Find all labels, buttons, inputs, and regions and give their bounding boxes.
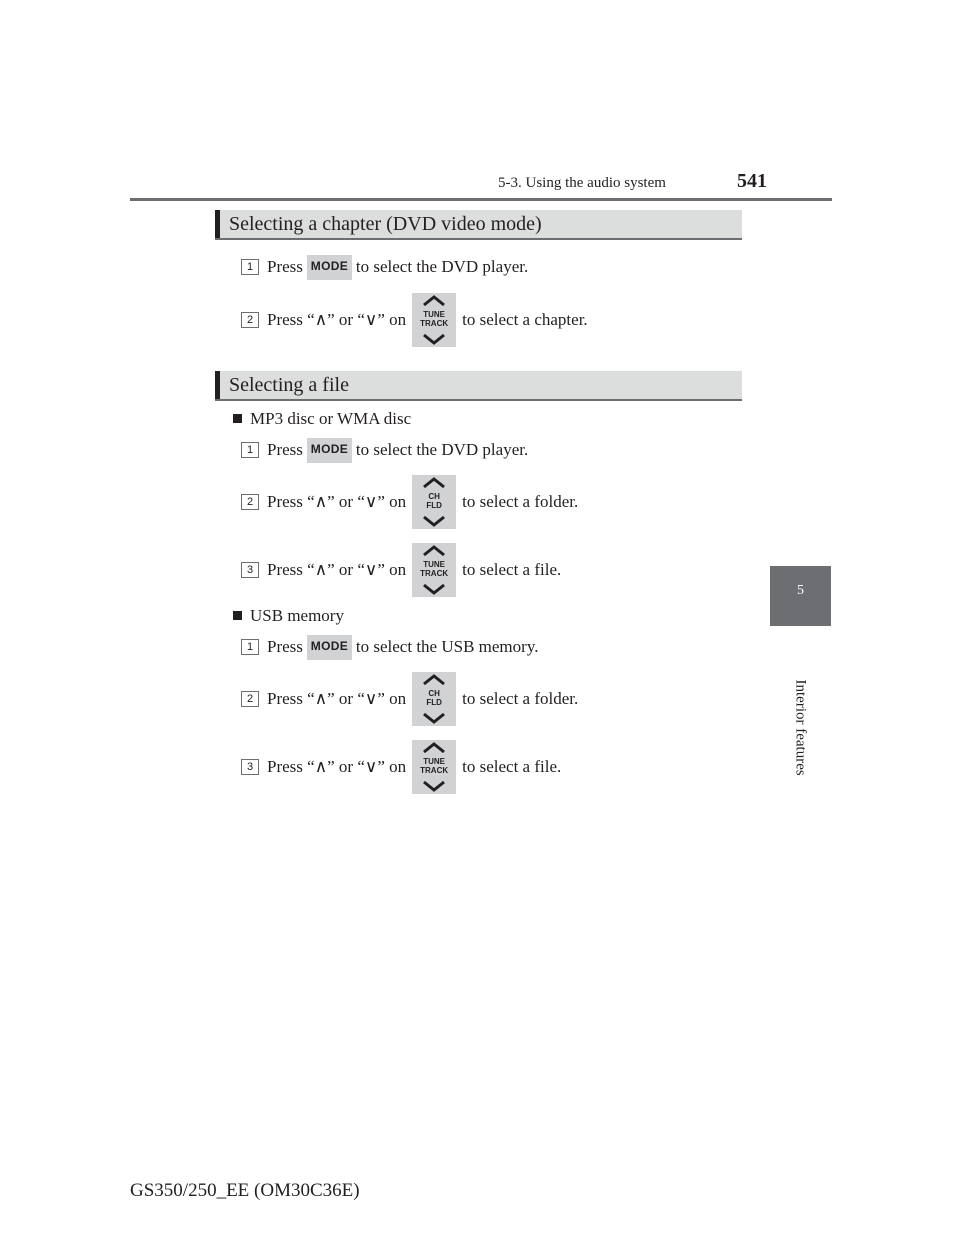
section-header-bar [215, 210, 220, 238]
step-text-pre: Press [267, 637, 303, 656]
step-number: 3 [241, 562, 259, 578]
step-number: 1 [241, 259, 259, 275]
step-text-pre: Press “∧” or “∨” on [267, 310, 407, 329]
step-text-pre: Press “∧” or “∨” on [267, 560, 407, 579]
step-item [241, 632, 538, 662]
mode-button-label: MODE [310, 258, 348, 273]
step-item [241, 739, 561, 795]
section-header-file [215, 371, 742, 401]
step-number: 2 [241, 691, 259, 707]
step-number: 2 [241, 494, 259, 510]
square-bullet-icon [233, 414, 242, 423]
fld-label: FLD [426, 501, 442, 510]
mode-button-label: MODE [310, 441, 348, 456]
step-number: 1 [241, 442, 259, 458]
page-number: 541 [737, 170, 767, 192]
step-number: 3 [241, 759, 259, 775]
ch-fld-button-icon [412, 672, 456, 726]
step-item [241, 292, 588, 348]
step-item [241, 435, 528, 465]
group-heading [233, 606, 344, 626]
mode-button-icon [307, 438, 352, 463]
step-number: 1 [241, 639, 259, 655]
square-bullet-icon [233, 611, 242, 620]
track-label: TRACK [420, 766, 449, 775]
tune-label: TUNE [423, 310, 446, 319]
group-heading-text: MP3 disc or WMA disc [250, 409, 412, 428]
tune-track-button-icon [412, 293, 456, 347]
step-item [241, 252, 528, 282]
running-header-section: 5-3. Using the audio system [498, 175, 666, 191]
tune-label: TUNE [423, 757, 446, 766]
section-header-bar [215, 371, 220, 399]
group-heading [233, 409, 411, 429]
step-text-pre: Press “∧” or “∨” on [267, 757, 407, 776]
track-label: TRACK [420, 569, 449, 578]
chapter-number: 5 [797, 583, 804, 598]
step-text-pre: Press [267, 440, 303, 459]
fld-label: FLD [426, 698, 442, 707]
section-title: Selecting a file [229, 374, 349, 396]
step-text-pre: Press “∧” or “∨” on [267, 689, 407, 708]
step-number: 2 [241, 312, 259, 328]
step-item [241, 474, 578, 530]
tune-track-button-icon [412, 543, 456, 597]
ch-fld-button-icon [412, 475, 456, 529]
step-text-post: to select a file. [462, 757, 562, 776]
ch-label: CH [428, 492, 440, 501]
header-rule [130, 198, 832, 201]
mode-button-icon [307, 635, 352, 660]
model-code-footer: GS350/250_EE (OM30C36E) [130, 1180, 360, 1201]
track-label: TRACK [420, 319, 449, 328]
step-text-post: to select a folder. [462, 492, 579, 511]
chapter-title: Interior features [792, 679, 809, 776]
ch-label: CH [428, 689, 440, 698]
group-heading-text: USB memory [250, 606, 344, 625]
step-item [241, 542, 561, 598]
step-text-post: to select the USB memory. [355, 637, 539, 656]
section-title: Selecting a chapter (DVD video mode) [229, 213, 542, 235]
mode-button-icon [307, 255, 352, 280]
tune-track-button-icon [412, 740, 456, 794]
step-text-post: to select the DVD player. [355, 257, 529, 276]
step-text-pre: Press “∧” or “∨” on [267, 492, 407, 511]
section-header-chapter [215, 210, 742, 240]
step-text-post: to select a chapter. [462, 310, 588, 329]
step-text-post: to select a folder. [462, 689, 579, 708]
step-text-post: to select the DVD player. [355, 440, 529, 459]
step-text-post: to select a file. [462, 560, 562, 579]
tune-label: TUNE [423, 560, 446, 569]
step-text-pre: Press [267, 257, 303, 276]
step-item [241, 671, 578, 727]
mode-button-label: MODE [310, 638, 348, 653]
